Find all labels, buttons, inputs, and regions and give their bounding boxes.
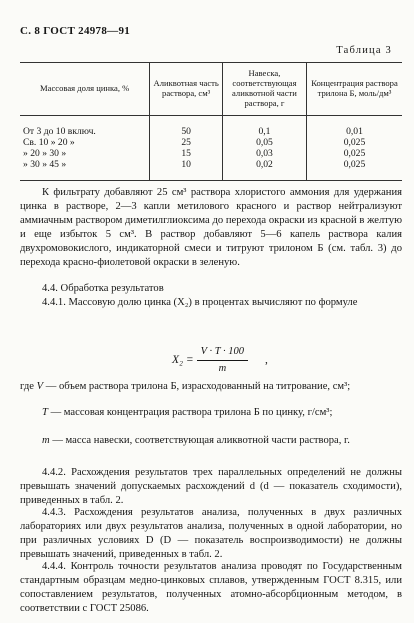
cell-sample: 0,02 [222, 159, 306, 181]
cell-sample: 0,05 [222, 137, 306, 148]
definition-lead: где [20, 381, 34, 392]
col-header-mass-fraction: Массовая доля цинка, % [20, 63, 150, 116]
definition-symbol: V [36, 381, 44, 392]
formula-tail: , [265, 353, 268, 366]
cell-aliquot: 10 [150, 159, 223, 181]
definition-text: — масса навески, соответствующая аликвотной части раствора, г. [52, 435, 350, 446]
cell-concentration: 0,025 [306, 159, 402, 181]
formula-x2 [172, 345, 268, 376]
formula-lhs: X₂ = [172, 353, 194, 366]
formula-denominator: m [218, 362, 227, 374]
definition-t [20, 406, 402, 420]
definition-symbol: T [42, 407, 48, 418]
page-header: С. 8 ГОСТ 24978—91 [20, 25, 131, 37]
cell-mass-fraction: » 30 » 45 » [20, 159, 150, 181]
definition-m [20, 434, 402, 448]
table-row [20, 116, 402, 138]
col-header-aliquot: Аликвотная часть раствора, см³ [150, 63, 223, 116]
formula-fraction [197, 345, 248, 376]
definition-text: — массовая концентрация раствора трилона Б по цинку, г/см³; [50, 407, 333, 418]
cell-mass-fraction: От 3 до 10 включ. [23, 126, 96, 137]
cell-concentration: 0,01 [306, 116, 402, 138]
paragraph-filtrate: К фильтрату добавляют 25 см³ раствора хлористого аммония для удержания цинка в растворе, 2—3 капли метилового красного и раствор нейтрализуют аммиачным раствором диметилглиоксима до перехода окраски из красной в желтую и еще избыток 5 см³. В раствор добавляют 5—6 капель раствора калия двухромовокислого, индикаторной смеси и титруют трилоном Б (см. табл. 3) до перехода красно-фиолетовой окраски в зеленую. [20, 187, 402, 268]
definition-symbol: m [42, 435, 50, 446]
cell-aliquot: 15 [150, 148, 223, 159]
table-row [20, 137, 402, 148]
cell-sample: 0,1 [222, 116, 306, 138]
table-row [20, 159, 402, 181]
cell-mass-fraction: » 20 » 30 » [23, 148, 67, 159]
cell-sample: 0,03 [222, 148, 306, 159]
cell-concentration: 0,025 [306, 148, 402, 159]
definition-v [20, 380, 402, 394]
table-row [20, 148, 402, 159]
definition-text: — объем раствора трилона Б, израсходованный на титрование, см³; [45, 381, 351, 392]
formula-numerator: V · T · 100 [197, 345, 248, 361]
table-3 [20, 62, 402, 181]
cell-concentration: 0,025 [306, 137, 402, 148]
paragraph-4-4-4: 4.4.4. Контроль точности результатов анализа проводят по Государственным стандартным образцам медно-цинковых сплавов, утвержденным ГОСТ 8.315, или сопоставлением результатов, полученных атомно-абсорбционным методом, в соответствии с ГОСТ 25086. [20, 561, 402, 614]
cell-aliquot: 25 [150, 137, 223, 148]
table-header-row [20, 63, 402, 116]
col-header-sample: Навеска, соответствующая аликвотной части раствора, г [222, 63, 306, 116]
paragraph-4-4-3: 4.4.3. Расхождения результатов анализа, полученных в двух различных лабораториях или двух результатов анализа, полученных в одной лаборатории, но при различных условиях D (D — показатель воспроизводимости) не должны превышать значений, приведенных в табл. 2. [20, 507, 402, 560]
paragraph-4-4-1: 4.4.1. Массовую долю цинка (X₂) в процентах вычисляют по формуле [42, 297, 358, 308]
paragraph-4-4-2: 4.4.2. Расхождения результатов трех параллельных определений не должны превышать значений допускаемых расхождений d (d — показатель сходимости), приведенных в табл. 2. [20, 467, 402, 506]
table-caption: Таблица 3 [336, 45, 392, 56]
cell-aliquot: 50 [150, 116, 223, 138]
section-heading-4-4: 4.4. Обработка результатов [42, 283, 164, 294]
cell-mass-fraction: Св. 10 » 20 » [23, 137, 75, 148]
col-header-concentration: Концентрация раствора трилона Б, моль/дм³ [306, 63, 402, 116]
